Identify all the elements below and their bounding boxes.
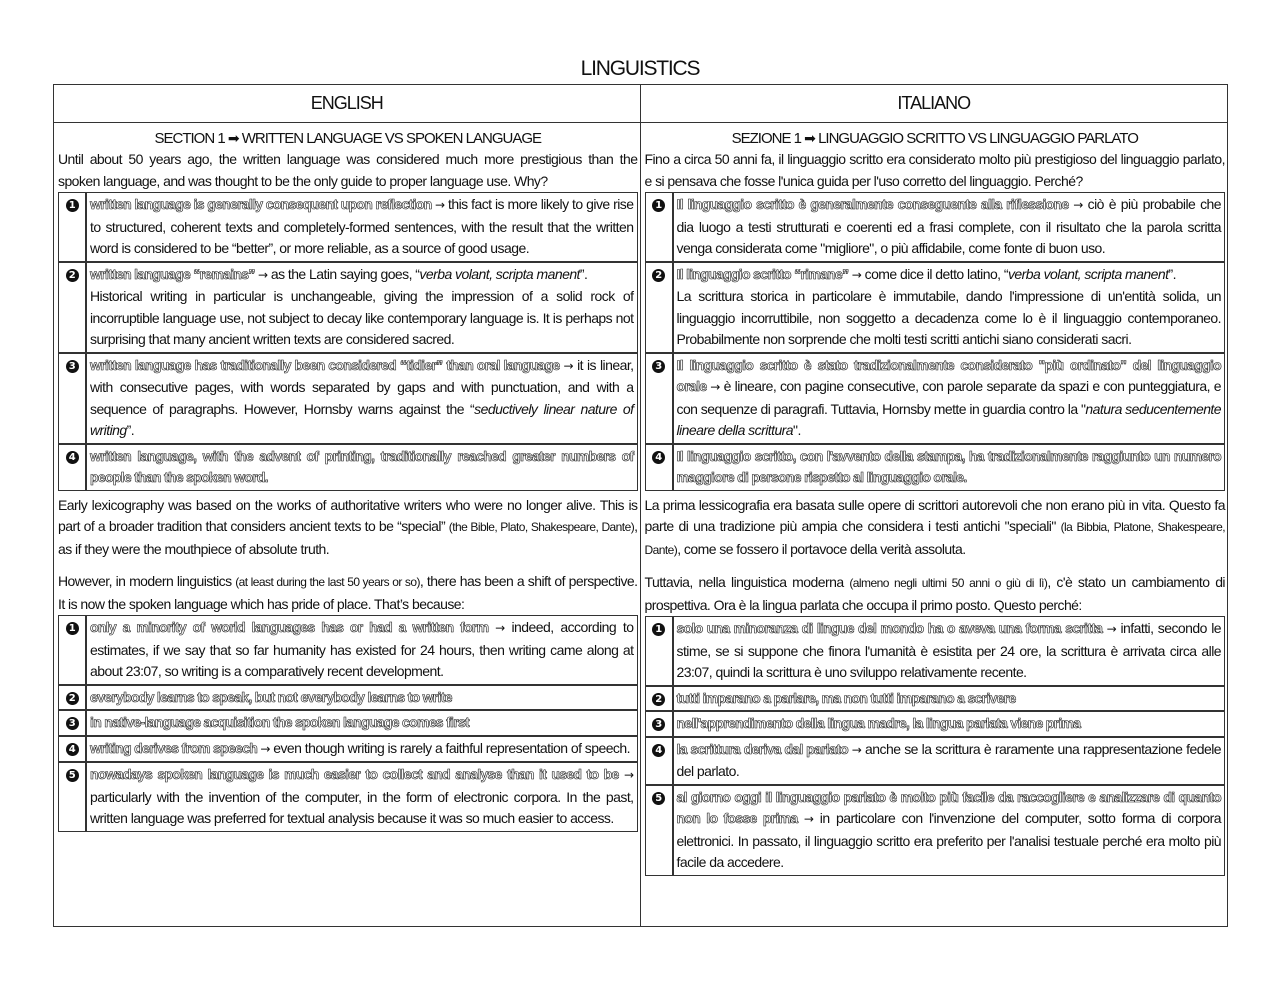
modern-text-end: , c'è stato un cambiamento di prospettiva. Ora è la lingua parlata che occupa il primo posto. Questo perché: bbox=[644, 574, 1225, 613]
item-quote-italic: verba volant, scripta manent bbox=[1007, 265, 1169, 282]
item-row bbox=[645, 711, 1226, 737]
modern-period-note: (at least during the last 50 years or so) bbox=[235, 575, 420, 589]
item-number-cell bbox=[645, 711, 673, 737]
modern-linguistics-paragraph bbox=[645, 572, 1226, 616]
item-key-phrase: al giorno oggi il linguaggio parlato è molto più facile da raccogliere e analizzare di quanto non lo fosse prima bbox=[676, 788, 1221, 826]
right-arrow-icon: → bbox=[495, 621, 505, 635]
item-key-phrase: Il linguaggio scritto “rimane” bbox=[676, 265, 849, 282]
item-row bbox=[58, 192, 638, 262]
item-text-cell bbox=[673, 737, 1226, 785]
right-arrow-icon: → bbox=[851, 267, 862, 282]
number-badge: 4 bbox=[652, 451, 665, 464]
reasons-table bbox=[645, 192, 1226, 491]
number-badge: 5 bbox=[652, 792, 665, 805]
item-text-cell bbox=[86, 353, 638, 444]
item-row bbox=[58, 444, 638, 491]
column-header: ENGLISH bbox=[54, 85, 640, 123]
intro-paragraph: Until about 50 years ago, the written language was considered much more prestigious than the spoken language, and was thought to be the only guide to proper language use. Why? bbox=[58, 151, 638, 189]
lexicography-text: Early lexicography was based on the works of authoritative writers who were no longer alive. This is part of a broader tradition that considers ancient texts to be “special” bbox=[58, 496, 638, 534]
italian-column bbox=[641, 85, 1228, 926]
modern-linguistics-paragraph bbox=[58, 571, 638, 615]
item-key-phrase: nowadays spoken language is much easier to collect and analyse than it used to be bbox=[90, 766, 619, 782]
number-badge: 4 bbox=[66, 451, 79, 464]
item-text-cell bbox=[86, 685, 638, 711]
item-row bbox=[58, 615, 638, 685]
item-number-cell bbox=[645, 353, 673, 444]
item-number-cell bbox=[645, 616, 673, 686]
item-row bbox=[58, 710, 638, 736]
item-body-text: it is linear, with consecutive pages, with words separated by gaps and with punctuation, and with a sequence of paragraphs. However, Hornsby warns against the “ bbox=[90, 356, 634, 417]
right-arrow-icon: → bbox=[710, 380, 720, 394]
item-number-cell bbox=[58, 192, 86, 262]
number-badge: 1 bbox=[652, 623, 665, 636]
item-key-phrase: Il linguaggio scritto è stato tradizionalmente considerato "più ordinato" del linguaggio orale bbox=[676, 356, 1221, 394]
item-text-cell bbox=[673, 686, 1226, 712]
modern-period-note: (almeno negli ultimi 50 anni o giù di lì) bbox=[849, 576, 1048, 590]
right-arrow-icon: → bbox=[434, 198, 445, 212]
item-key-phrase: Il linguaggio scritto è generalmente conseguente alla riflessione bbox=[676, 196, 1069, 212]
item-key-phrase: written language is generally consequent upon reflection bbox=[90, 196, 432, 212]
document-title: LINGUISTICS bbox=[580, 57, 700, 80]
section-subtitle: WRITTEN LANGUAGE VS SPOKEN LANGUAGE bbox=[241, 130, 541, 147]
item-text-cell bbox=[86, 710, 638, 736]
item-row bbox=[58, 685, 638, 711]
modern-text: However, in modern linguistics bbox=[58, 573, 232, 589]
item-text-cell bbox=[673, 192, 1226, 262]
right-arrow-icon: → bbox=[260, 741, 270, 756]
item-number-cell bbox=[58, 444, 86, 491]
lexicography-examples: (the Bible, Plato, Shakespeare, Dante) bbox=[448, 520, 635, 534]
modern-text: Tuttavia, nella linguistica moderna bbox=[644, 574, 844, 590]
item-key-phrase: in native-language acquisition the spoken language comes first bbox=[90, 714, 470, 730]
lexicography-paragraph bbox=[645, 495, 1226, 562]
item-text-cell bbox=[673, 711, 1226, 737]
section-number: SECTION 1 bbox=[154, 130, 225, 147]
english-column bbox=[54, 85, 641, 926]
number-badge: 4 bbox=[652, 744, 665, 757]
item-body-text-2: Historical writing in particular is unchangeable, giving the impression of a solid rock of incorruptible language use, not subject to decay like contemporary language is. It is perhaps not surprising that many ancient written texts are considered sacred. bbox=[90, 288, 634, 347]
lexicography-examples: (la Bibbia, Platone, Shakespeare, Dante) bbox=[644, 520, 1225, 557]
item-key-phrase: writing derives from speech bbox=[90, 739, 258, 756]
item-text-cell bbox=[86, 736, 638, 763]
right-arrow-icon: → bbox=[257, 267, 268, 282]
section-heading bbox=[58, 129, 638, 149]
item-number-cell bbox=[645, 444, 673, 491]
number-badge: 3 bbox=[66, 717, 79, 730]
lexicography-text: La prima lessicografia era basata sulle opere di scrittori autorevoli che non erano più in vita. Questo fa parte di una tradizione più ampia che considera i testi antichi "speciali" bbox=[644, 496, 1225, 534]
right-arrow-icon: ➡ bbox=[804, 131, 815, 147]
right-arrow-icon: → bbox=[1106, 622, 1117, 636]
section-subtitle: LINGUAGGIO SCRITTO VS LINGUAGGIO PARLATO bbox=[818, 130, 1138, 147]
section-number: SEZIONE 1 bbox=[731, 130, 801, 147]
item-quote-italic: seductively linear nature of writing bbox=[90, 400, 634, 438]
item-row bbox=[58, 262, 638, 353]
item-body-text-end: ”. bbox=[1168, 265, 1176, 282]
item-text-cell bbox=[673, 262, 1226, 353]
item-number-cell bbox=[645, 737, 673, 785]
item-body-text-end: ”. bbox=[579, 265, 588, 282]
right-arrow-icon: ➡ bbox=[227, 131, 239, 147]
causes-table bbox=[645, 616, 1226, 876]
item-row bbox=[58, 353, 638, 444]
item-text-cell bbox=[673, 444, 1226, 491]
number-badge: 2 bbox=[652, 693, 665, 706]
column-body bbox=[54, 123, 640, 832]
item-text-cell bbox=[86, 192, 638, 262]
item-number-cell bbox=[58, 762, 86, 832]
item-number-cell bbox=[645, 686, 673, 712]
item-number-cell bbox=[58, 685, 86, 711]
item-text-cell bbox=[673, 353, 1226, 444]
item-key-phrase: Il linguaggio scritto, con l'avvento della stampa, ha tradizionalmente raggiunto un numero maggiore di persone rispetto al linguaggio orale. bbox=[676, 447, 1221, 485]
right-arrow-icon: → bbox=[1073, 198, 1083, 212]
right-arrow-icon: → bbox=[851, 742, 862, 757]
lexicography-paragraph bbox=[58, 495, 638, 561]
item-number-cell bbox=[58, 353, 86, 444]
item-number-cell bbox=[645, 192, 673, 262]
item-body-text-2: La scrittura storica in particolare è immutabile, dando l'impressione di un'entità solida, un linguaggio incorruttibile, non soggetto a decadenza come lo è il linguaggio contemporaneo. Probabilmente non sorprende che molti testi scritti antichi siano considerati sacri. bbox=[676, 288, 1221, 347]
item-body-text: anche se la scrittura è raramente una rappresentazione fedele del parlato. bbox=[676, 740, 1221, 779]
item-text-cell bbox=[86, 762, 638, 832]
item-number-cell bbox=[645, 785, 673, 876]
item-body-text: this fact is more likely to give rise to structured, coherent texts and completely-formed sentences, with the result that the written word is considered to be “better”, or more reliable, as a source of good usage. bbox=[90, 196, 634, 256]
item-row bbox=[645, 444, 1226, 491]
number-badge: 1 bbox=[652, 199, 665, 212]
item-number-cell bbox=[58, 615, 86, 685]
item-body-text: particularly with the invention of the computer, in the form of electronic corpora. In the past, written language was preferred for textual analysis because it was so much easier to access. bbox=[90, 788, 634, 826]
item-body-text: as the Latin saying goes, “ bbox=[270, 265, 420, 282]
lexicography-text-end: , come se fossero il portavoce della verità assoluta. bbox=[677, 540, 966, 557]
section-heading bbox=[645, 129, 1226, 149]
item-key-phrase: written language has traditionally been considered “tidier” than oral language bbox=[90, 356, 560, 373]
item-key-phrase: la scrittura deriva dal parlato bbox=[676, 740, 848, 757]
number-badge: 1 bbox=[66, 622, 79, 635]
item-body-text-end: ". bbox=[793, 422, 801, 438]
item-number-cell bbox=[645, 262, 673, 353]
number-badge: 3 bbox=[652, 718, 665, 731]
item-key-phrase: written language “remains” bbox=[90, 265, 255, 282]
item-row bbox=[58, 762, 638, 832]
right-arrow-icon: → bbox=[563, 358, 574, 373]
item-key-phrase: written language, with the advent of printing, traditionally reached greater numbers of people than the spoken word. bbox=[90, 447, 634, 485]
number-badge: 3 bbox=[652, 360, 665, 373]
item-body-text: come dice il detto latino, “ bbox=[864, 265, 1008, 282]
column-body bbox=[641, 123, 1228, 876]
lexicography-text-end: , as if they were the mouthpiece of absolute truth. bbox=[58, 518, 638, 557]
item-row bbox=[645, 353, 1226, 444]
column-header: ITALIANO bbox=[641, 85, 1228, 123]
number-badge: 2 bbox=[652, 269, 665, 282]
item-body-text: è lineare, con pagine consecutive, con parole separate da spazi e con punteggiatura, e con sequenze di paragrafi. Tuttavia, Hornsby mette in guardia contro la " bbox=[676, 378, 1221, 417]
item-number-cell bbox=[58, 262, 86, 353]
item-key-phrase: only a minority of world languages has or had a written form bbox=[90, 619, 489, 635]
item-text-cell bbox=[86, 615, 638, 685]
right-arrow-icon: → bbox=[623, 768, 634, 782]
right-arrow-icon: → bbox=[803, 812, 814, 826]
item-key-phrase: nell'apprendimento della lingua madre, la lingua parlata viene prima bbox=[676, 715, 1081, 731]
item-body-text: infatti, secondo le stime, se si suppone che finora l'umanità è esistita per 24 ore, la scrittura è arrivata circa alle 23:07, quindi la scrittura è uno sviluppo relativamente recente. bbox=[676, 620, 1222, 680]
item-text-cell bbox=[86, 444, 638, 491]
item-quote-italic: verba volant, scripta manent bbox=[419, 265, 580, 282]
item-text-cell bbox=[673, 785, 1226, 876]
item-quote-italic: natura seducentemente lineare della scrittura bbox=[676, 400, 1222, 438]
item-row bbox=[645, 785, 1226, 876]
item-body-text: even though writing is rarely a faithful representation of speech. bbox=[273, 739, 630, 756]
item-text-cell bbox=[673, 616, 1226, 686]
item-body-text: ciò è più probabile che dia luogo a testi strutturati e coerenti ed a frasi complete, con il risultato che la parola scritta venga considerata come "migliore", o più affidabile, come fonte di buon uso. bbox=[676, 196, 1222, 256]
intro-paragraph: Fino a circa 50 anni fa, il linguaggio scritto era considerato molto più prestigioso del linguaggio parlato, e si pensava che fosse l'unica guida per l'uso corretto del linguaggio. Perché? bbox=[644, 151, 1225, 189]
causes-table bbox=[58, 615, 638, 832]
item-text-cell bbox=[86, 262, 638, 353]
item-key-phrase: tutti imparano a parlare, ma non tutti imparano a scrivere bbox=[676, 689, 1016, 706]
item-body-text-end: ”. bbox=[126, 422, 135, 438]
item-row bbox=[645, 262, 1226, 353]
number-badge: 3 bbox=[66, 360, 79, 373]
bilingual-grid bbox=[53, 84, 1228, 927]
reasons-table bbox=[58, 192, 638, 491]
number-badge: 4 bbox=[66, 743, 79, 756]
item-body-text: in particolare con l'invenzione del computer, sotto forma di corpora elettronici. In passato, il linguaggio scritto era preferito per l'analisi testuale perché era molto più facile da accedere. bbox=[676, 810, 1222, 870]
item-body-text: indeed, according to estimates, if we say that so far humanity has existed for 24 hours, then writing came along at about 23:07, so writing is a comparatively recent development. bbox=[90, 619, 634, 679]
number-badge: 2 bbox=[66, 692, 79, 705]
item-row bbox=[645, 737, 1226, 785]
item-number-cell bbox=[58, 710, 86, 736]
number-badge: 2 bbox=[66, 269, 79, 282]
number-badge: 5 bbox=[66, 769, 79, 782]
item-key-phrase: everybody learns to speak, but not everybody learns to write bbox=[90, 688, 452, 705]
item-row bbox=[58, 736, 638, 763]
modern-text-end: , there has been a shift of perspective. It is now the spoken language which has pride of place. That’s because: bbox=[58, 573, 638, 612]
item-number-cell bbox=[58, 736, 86, 763]
item-row bbox=[645, 686, 1226, 712]
item-key-phrase: solo una minoranza di lingue del mondo ha o aveva una forma scritta bbox=[676, 620, 1103, 636]
item-row bbox=[645, 616, 1226, 686]
number-badge: 1 bbox=[66, 199, 79, 212]
item-row bbox=[645, 192, 1226, 262]
